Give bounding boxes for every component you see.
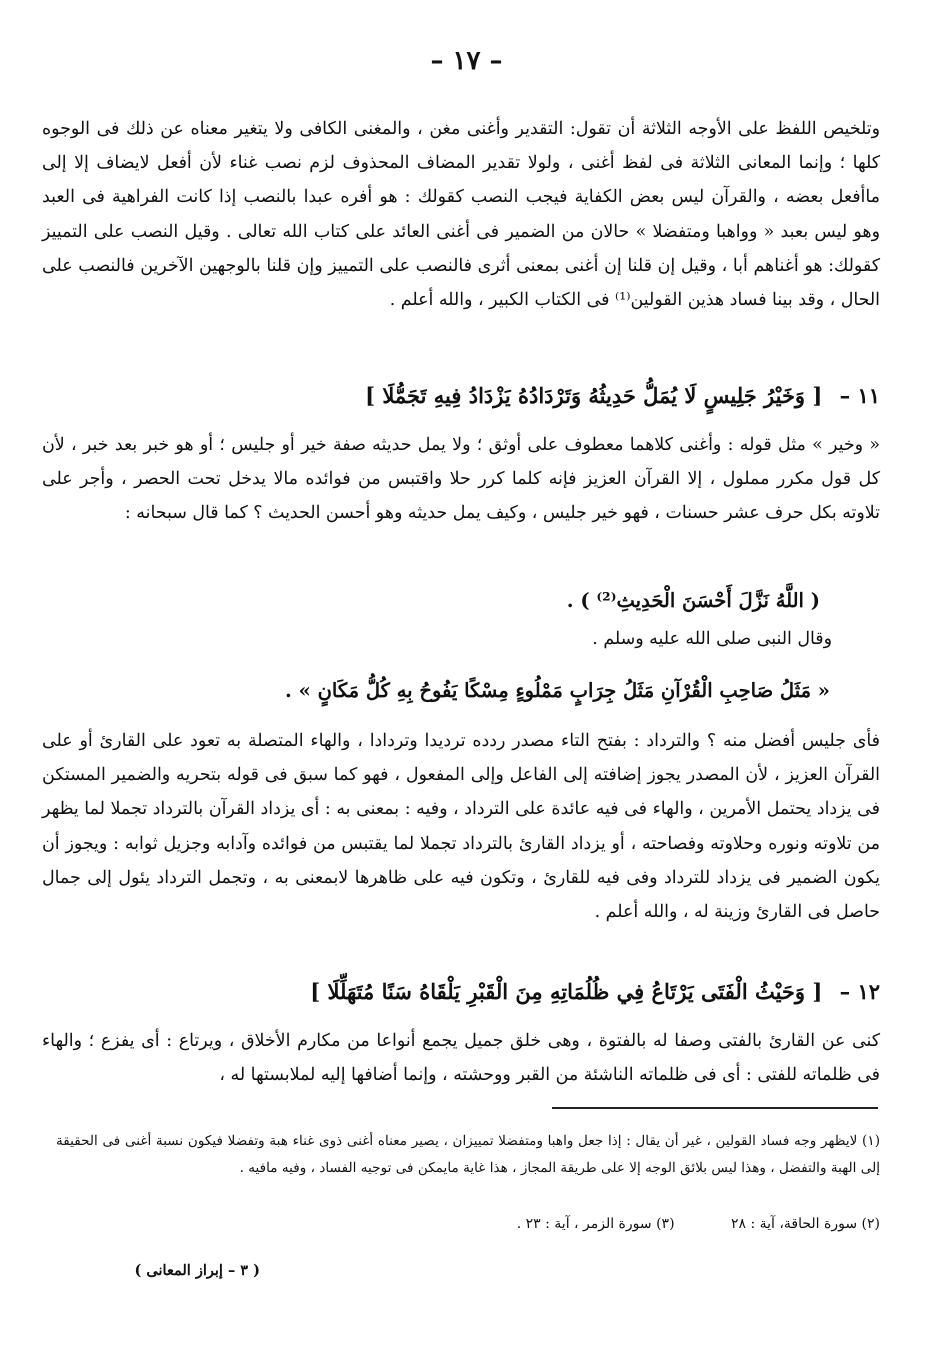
verse-12-text: [ وَحَيْثُ الْفَتَى يَرْتَاعُ فِي ظُلُمَاتِهِ مِنَ الْقَبْرِ يَلْقَاهُ سَنًا مُتَهَلِّلَا ] (310, 979, 823, 1004)
verse-12-number: ١٢ – (839, 979, 880, 1004)
paragraph-4 (42, 1024, 880, 1092)
paragraph-1 (42, 112, 880, 317)
hadith-quote: « مَثَلُ صَاحِبِ الْقُرْآنِ مَثَلُ جِرَابٍ مَمْلُوءٍ مِسْكًا يَفُوحُ بِهِ كُلُّ مَكَانٍ » . (285, 679, 830, 702)
page-number: – ١٧ – (430, 46, 503, 76)
paragraph-2-text: « وخير » مثل قوله : وأغنى كلاهما معطوف على أوثق ؛ ولا يمل حديثه صفة خير أو جليس ؛ أو هو خبر بعد خبر ، لأن كل قول مكرر مملول ، إلا القرآن العزيز فإنه كلما كرر حلا واقتبس من فوائده مالا يدخل تحت الحصر ، وأجر على تلاوته بكل حرف عشر حسنات ، فهو خير جليس ، وكيف يمل حديثه وهو أحسن الحديث ؟ كما قال سبحانه : (42, 435, 880, 524)
paragraph-2 (42, 428, 880, 531)
footnote-divider (552, 1107, 878, 1109)
footnote-3: (٣) سورة الزمر ، آية : ٢٣ . (516, 1216, 675, 1232)
prophet-intro: وقال النبى صلى الله عليه وسلم . (592, 629, 832, 649)
footnote-1 (56, 1128, 880, 1182)
footnote-references (340, 1212, 880, 1236)
paragraph-3-text: فأى جليس أفضل منه ؟ والترداد : بفتح التاء مصدر ردده ترديدا وتردادا ، والهاء المتصلة به تعود على القارئ أو على القرآن العزيز ، لأن المصدر يجوز إضافته إلى الفاعل وإلى المفعول ، فهو كما سبق فى قوله بتحريه والضمير المستكن فى يزداد يحتمل الأمرين ، والهاء فى فيه عائدة على الترداد ، وفيه : بمعنى به : أى يزداد القرآن بالترداد تجملا لما يظهر من تلاوته ونوره وحلاوته وفصاحته ، أو يزداد القارئ بالترداد تجملا لما يقتبس من فوائده وآدابه وجزيل ثوابه : ويجوز أن يكون الضمير فى يزداد للترداد وفى فيه للقارئ ، وتكون فيه على ظاهرها لابمعنى به ، وتجمل الترداد يئول إلى جمال حاصل فى القارئ وزينة له ، والله أعلم . (42, 731, 880, 923)
book-signature: ( ٣ – إبراز المعانى ) (134, 1262, 260, 1279)
verse-11 (160, 376, 880, 416)
paragraph-1-text: وتلخيص اللفظ على الأوجه الثلاثة أن تقول: التقدير وأغنى مغن ، والمغنى الكافى ولا يتغير معناه عن ذلك فى الوجوه كلها ؛ وإنما المعانى الثلاثة فى لفظ أغنى ، ولولا تقدير المضاف المحذوف لزم نصب غناء لأن أفعل لايضاف إلا إلى ماأفعل بعضه ، والقرآن ليس بعض الكفاية فيجب النصب كقولك : هو أفره عبدا بالنصب إذا كانت الفراهية فى العبد وهو ليس بعبد « وواهبا ومتفضلا » حالان من الضمير فى أغنى العائد على كتاب الله تعالى . وقيل النصب على التمييز كقولك: هو أغناهم أبا ، وقيل إن قلنا إن أغنى بمعنى أثرى فالنصب على التمييز وإن قلنا بالوجهين الآخرين فالنصب على الحال ، وقد بينا فساد هذين القولين⁽¹⁾ فى الكتاب الكبير ، والله أعلم . (42, 119, 880, 311)
verse-11-text: [ وَخَيْرُ جَلِيسٍ لَا يُمَلُّ حَدِيثُهُ وَتَرْدَادُهُ يَزْدَادُ فِيهِ تَجَمُّلَا ] (365, 383, 823, 408)
verse-11-number: ١١ – (839, 383, 880, 408)
quran-quote: ( اللَّهُ نَزَّلَ أَحْسَنَ الْحَدِيثِ⁽²⁾ ) . (566, 589, 820, 612)
paragraph-4-text: كنى عن القارئ بالفتى وصفا له بالفتوة ، وهى خلق جميل يجمع أنواعا من مكارم الأخلاق ، ويرتاع : أى يفزع ؛ والهاء فى ظلماته للفتى : أى فى ظلماته الناشئة من القبر ووحشته ، وإنما أضافها إليه لملابستها له ، (42, 1031, 880, 1086)
verse-12 (160, 972, 880, 1012)
footnote-1-text: (١) لايظهر وجه فساد القولين ، غير أن يقال : إذا جعل واهبا ومتفضلا تمييزان ، يصير معناه أغنى ذوى غناء هبة وتفضلا فيكون نسبة أغنى فى الحقيقة إلى الهبة والتفضل ، وهذا ليس بلائق الوجه إلا على طريقة المجاز ، هذا غاية مايمكن فى توجيه الفساد ، وفيه مافيه . (56, 1133, 880, 1176)
footnote-2: (٢) سورة الحاقة، آية : ٢٨ (730, 1216, 880, 1232)
paragraph-3 (42, 724, 880, 929)
